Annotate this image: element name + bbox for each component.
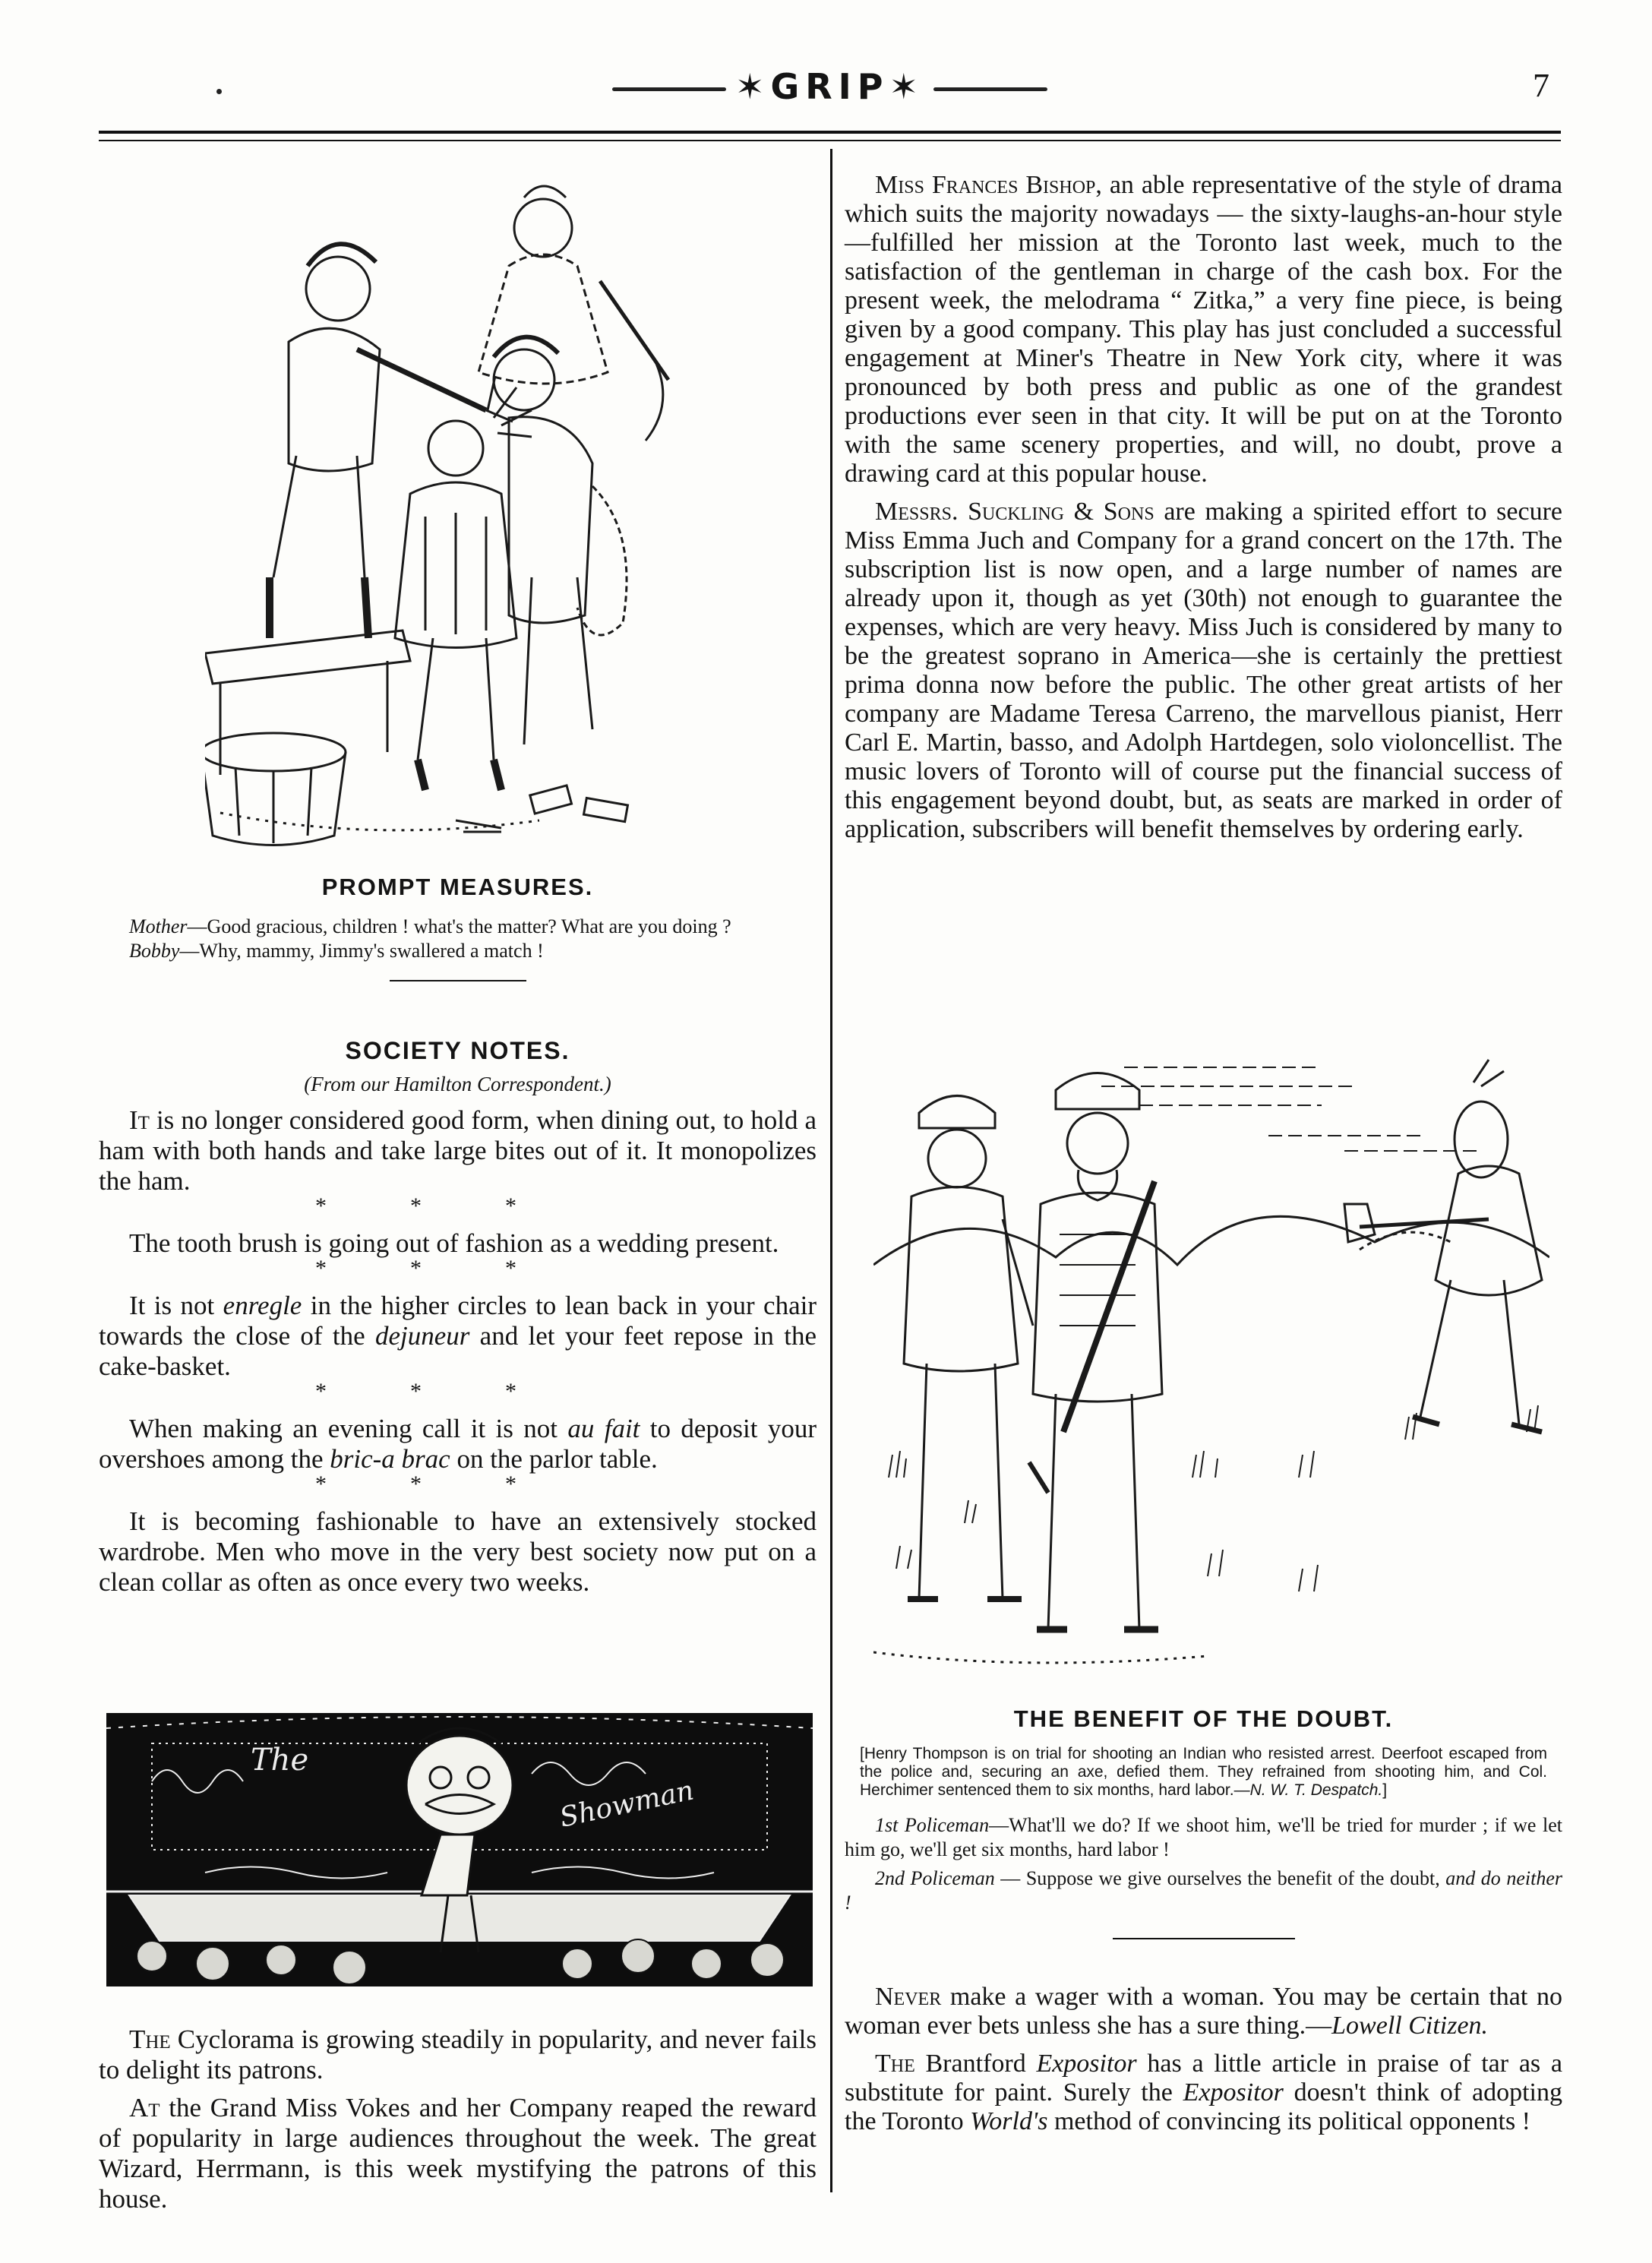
society-para-4: When making an evening call it is not au fait to deposit your overshoes among the bric-a brac on the parlor table.: [99, 1414, 817, 1474]
prompt-measures-illustration: [205, 167, 722, 851]
benefit-dialog: [845, 1813, 1562, 1915]
prompt-measures-dialog: [99, 915, 817, 963]
asterisk-break-4: ***: [315, 1471, 600, 1497]
asterisk-break-1: ***: [315, 1193, 600, 1218]
prompt-measures-block: [99, 874, 817, 981]
asterisk-break-3: ***: [315, 1379, 600, 1404]
section-rule: [390, 980, 526, 981]
stage-sign-left: The: [251, 1743, 309, 1778]
masthead-title-row: ✶GRIP✶: [99, 66, 1561, 107]
society-notes: [99, 1037, 817, 1598]
column-divider: [830, 149, 832, 2192]
masthead-title: GRIP: [770, 66, 889, 107]
section-rule-right: [1113, 1938, 1295, 1939]
prompt-line-2-text: —Why, mammy, Jimmy's swallered a match !: [179, 940, 544, 962]
society-para-5: It is becoming fashionable to have an extensively stocked wardrobe. Men who move in the very best society now put on a clean collar as often as once every two weeks.: [99, 1506, 817, 1597]
cyclorama-para: The Cyclorama is growing steadily in popularity, and never fails to delight its patrons.: [99, 2024, 817, 2084]
prompt-line-2: [99, 939, 817, 963]
benefit-caption: THE BENEFIT OF THE DOUBT.: [1013, 1705, 1394, 1732]
society-para-1-lead: It: [129, 1105, 150, 1135]
prompt-line-1: [99, 915, 817, 939]
asterisk-break-2: ***: [315, 1256, 600, 1281]
expositor-para: The Brantford Expositor has a little article in praise of tar as a substitute for paint. Surely the Expositor doesn't think of adopting the Toronto World's method of convincing its political opponents !: [845, 2050, 1562, 2135]
benefit-of-doubt-illustration: [873, 1052, 1549, 1675]
society-para-2: The tooth brush is going out of fashion as a wedding present.: [129, 1228, 779, 1258]
prompt-measures-caption: PROMPT MEASURES.: [321, 874, 594, 900]
society-subheading: (From our Hamilton Correspondent.): [304, 1073, 611, 1095]
grand-para: At the Grand Miss Vokes and her Company reaped the reward of popularity in large audiences throughout the week. The great Wizard, Herrmann, is this week mystifying the patrons of this house.: [99, 2093, 817, 2214]
speaker-bobby: Bobby: [129, 940, 180, 962]
prompt-measures-drawing: [205, 167, 722, 851]
policeman-2-line: 2nd Policeman — Suppose we give ourselves the benefit of the doubt, and do neither !: [845, 1867, 1562, 1914]
benefit-drawing: [873, 1052, 1549, 1675]
benefit-note-text: [Henry Thompson is on trial for shooting an Indian who resisted arrest. Deerfoot escaped from the police and, securing an axe, defied them. They refrained from shooting him, and Col. Herchimer sentenced them to six months, hard labor.—N. W. T. Despatch.]: [860, 1745, 1547, 1799]
wager-para: Never make a wager with a woman. You may be certain that no woman ever bets unless she has a sure thing.—Lowell Citizen.: [845, 1983, 1562, 2040]
prompt-line-1-text: —Good gracious, children ! what's the matter? What are you doing ?: [187, 915, 731, 937]
society-para-1-text: is no longer considered good form, when dining out, to hold a ham with both hands and take large bites out of it. It monopolizes the ham.: [99, 1105, 817, 1196]
right-top-text: [845, 171, 1562, 844]
masthead-ornament-left: [612, 87, 726, 91]
policeman-1-line: 1st Policeman—What'll we do? If we shoot him, we'll be tried for murder ; if we let him go, we'll get six months, hard labor !: [845, 1814, 1562, 1860]
masthead-ornament-right: [933, 87, 1047, 91]
bottom-left-text: [99, 2024, 817, 2214]
society-heading: SOCIETY NOTES.: [345, 1037, 570, 1064]
masthead: [99, 66, 1561, 118]
bottom-right-text: [845, 1983, 1562, 2136]
suckling-para: Messrs. Suckling & Sons are making a spirited effort to secure Miss Emma Juch and Company for a grand concert on the 17th. The subscription list is now open, and a large number of names are already upon it, though as yet (30th) not enough to guarantee the expenses, which are very heavy. Miss Juch is considered by many to be the greatest soprano in America—she is certainly the prettiest prima donna now before the public. The other great artists of her company are Madame Teresa Carreno, the marvellous pianist, Herr Carl E. Martin, basso, and Adolph Hartdegen, solo violoncellist. The music lovers of Toronto will of course put the financial success of this engagement beyond doubt, but, as seats are marked in order of application, subscribers will benefit themselves by ordering early.: [845, 498, 1562, 843]
benefit-note: [845, 1745, 1562, 1800]
page-number: 7: [1533, 67, 1549, 104]
speaker-mother: Mother: [129, 915, 188, 937]
society-para-1: [99, 1105, 817, 1196]
benefit-of-doubt-block: [845, 1705, 1562, 1939]
stage-illustration: [106, 1713, 813, 1986]
stage-drawing: [106, 1713, 813, 1986]
bishop-para: Miss Frances Bishop, an able representative of the style of drama which suits the majority nowadays — the sixty-laughs-an-hour style—fulfilled her mission at the Toronto last week, much to the satisfaction of the gentleman in charge of the cash box. For the present week, the melodrama “ Zitka,” a very fine piece, is being given by a good company. This play has just concluded a successful engagement at Miner's Theatre in New York city, where it was pronounced by both press and public as one of the grandest productions ever seen in that city. It will be put on at the Toronto with the same scenery properties, and will, no doubt, prove a drawing card at this popular house.: [845, 171, 1562, 488]
header-rule-thin: [99, 140, 1561, 141]
header-rule-thick: [99, 131, 1561, 134]
stage-sign-right: Showman: [557, 1775, 697, 1834]
society-para-3: It is not enregle in the higher circles to lean back in your chair towards the close of the dejuneur and let your feet repose in the cake-basket.: [99, 1291, 817, 1381]
